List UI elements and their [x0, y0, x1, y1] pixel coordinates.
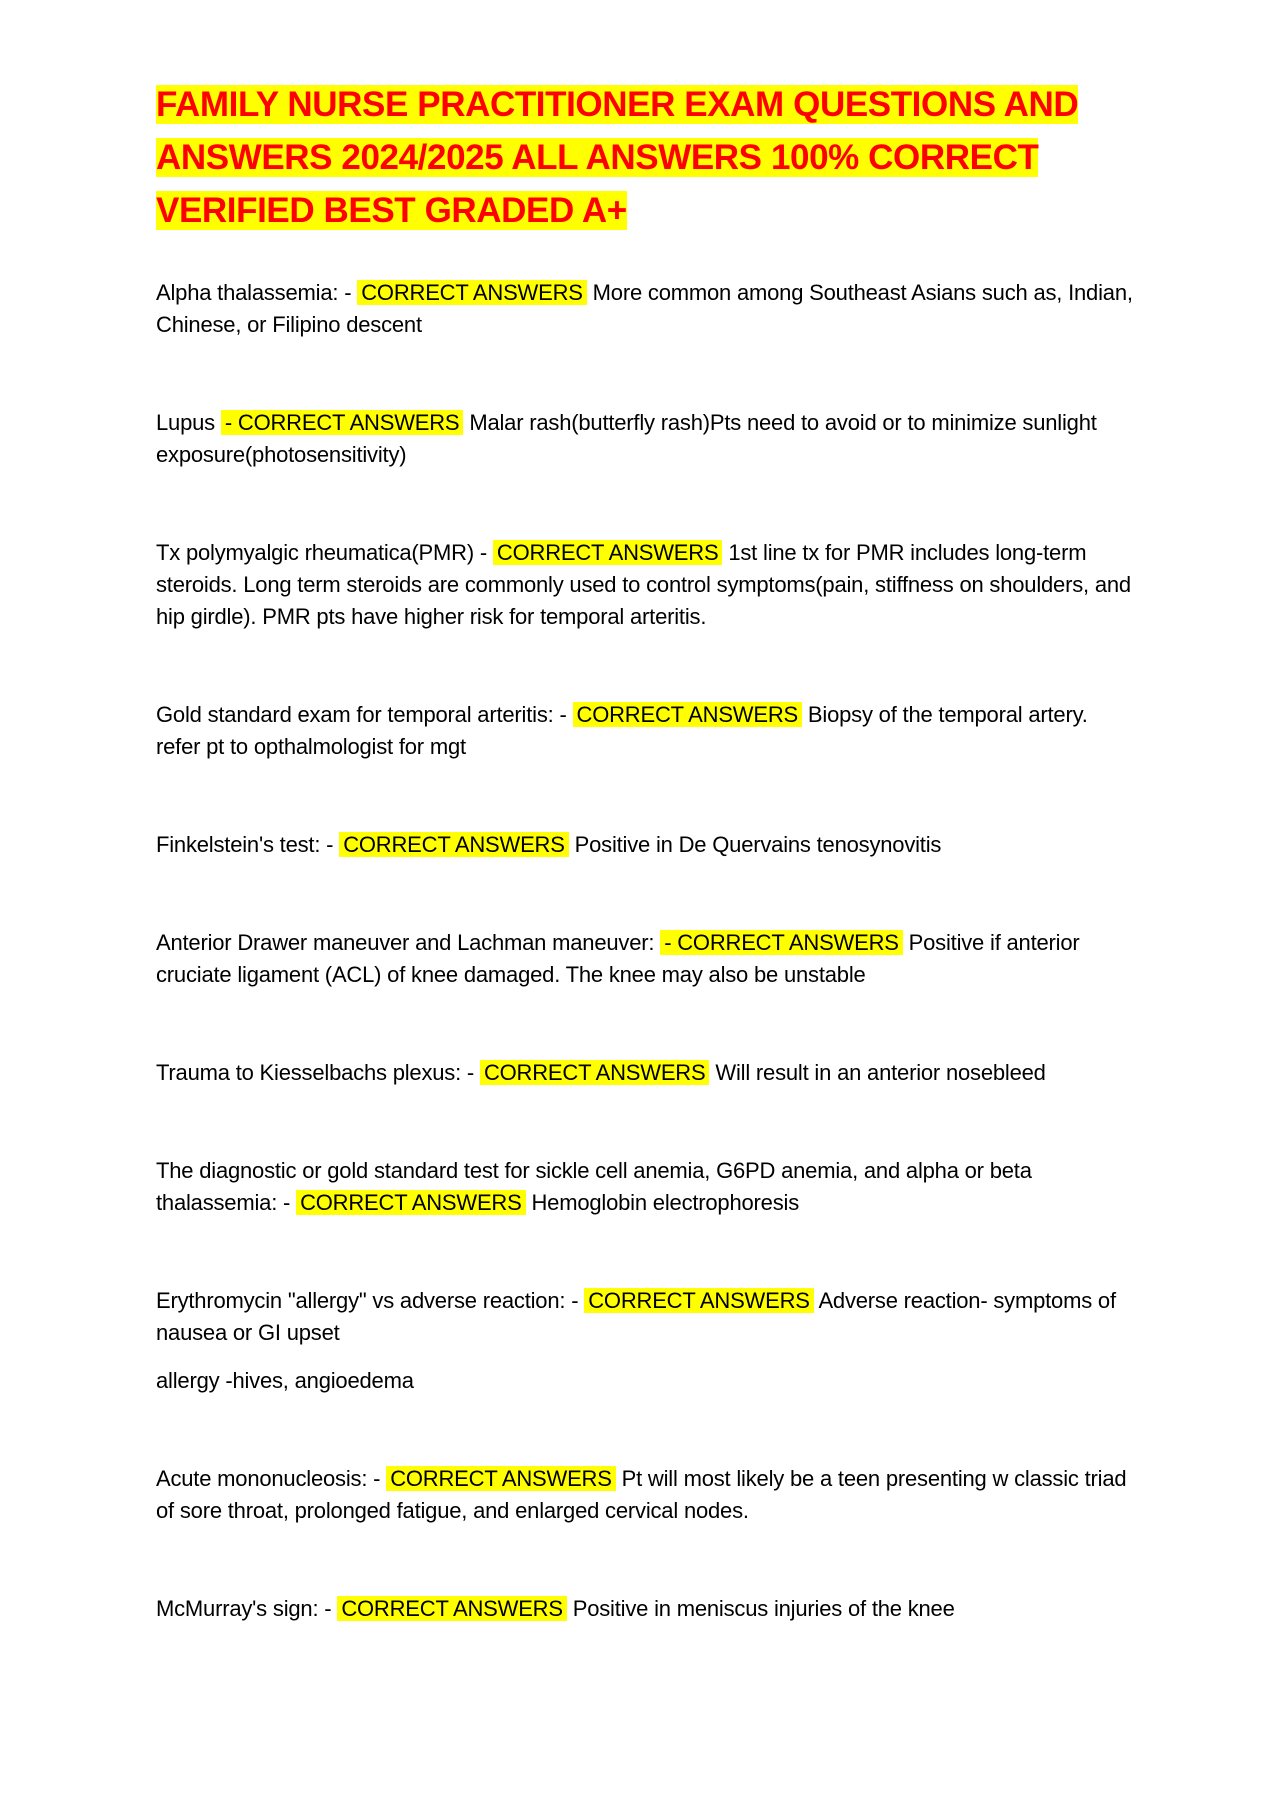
qa-question: Gold standard exam for temporal arteritis: - [156, 702, 573, 727]
qa-answer: Pt will most likely be a teen presenting w classic triad of sore throat, prolonged fatigue, and enlarged cervical nodes. [156, 1466, 1127, 1523]
qa-item [156, 537, 1136, 633]
correct-answers-highlight: CORRECT ANSWERS [573, 702, 803, 727]
qa-answer: Positive if anterior cruciate ligament (ACL) of knee damaged. The knee may also be unstable [156, 930, 1080, 987]
correct-answers-highlight: CORRECT ANSWERS [493, 540, 723, 565]
qa-item [156, 699, 1136, 763]
qa-answer: Hemoglobin electrophoresis [525, 1190, 799, 1215]
qa-answer: Adverse reaction- symptoms of nausea or GI upset [156, 1288, 1116, 1345]
qa-item [156, 1155, 1136, 1219]
correct-answers-highlight: CORRECT ANSWERS [480, 1060, 710, 1085]
qa-question: McMurray's sign: - [156, 1596, 338, 1621]
document-title-text: FAMILY NURSE PRACTITIONER EXAM QUESTIONS AND ANSWERS 2024/2025 ALL ANSWERS 100% CORRECT VERIFIED BEST GRADED A+ [156, 85, 1079, 230]
qa-item [156, 1057, 1136, 1089]
qa-item [156, 829, 1136, 861]
qa-question: The diagnostic or gold standard test for sickle cell anemia, G6PD anemia, and alpha or beta thalassemia: - [156, 1158, 1032, 1215]
qa-item [156, 927, 1136, 991]
correct-answers-highlight: CORRECT ANSWERS [357, 280, 587, 305]
qa-item [156, 1593, 1136, 1625]
qa-answer: Positive in meniscus injuries of the knee [566, 1596, 955, 1621]
qa-item [156, 1285, 1136, 1349]
qa-question: Finkelstein's test: - [156, 832, 340, 857]
correct-answers-highlight: CORRECT ANSWERS [386, 1466, 616, 1491]
qa-item [156, 277, 1136, 341]
qa-list [156, 277, 1136, 1625]
qa-extra-line: allergy -hives, angioedema [156, 1368, 414, 1393]
qa-item [156, 407, 1136, 471]
qa-answer: Biopsy of the temporal artery. refer pt to opthalmologist for mgt [156, 702, 1088, 759]
qa-answer: 1st line tx for PMR includes long-term steroids. Long term steroids are commonly used to control symptoms(pain, stiffness on shoulders, and hip girdle). PMR pts have higher risk for temporal arteritis. [156, 540, 1131, 629]
qa-answer: Malar rash(butterfly rash)Pts need to avoid or to minimize sunlight exposure(photosensitivity) [156, 410, 1097, 467]
qa-question: Anterior Drawer maneuver and Lachman maneuver: [156, 930, 661, 955]
correct-answers-highlight: CORRECT ANSWERS [337, 1596, 567, 1621]
qa-question: Acute mononucleosis: - [156, 1466, 387, 1491]
correct-answers-highlight: CORRECT ANSWERS [296, 1190, 526, 1215]
qa-answer: Will result in an anterior nosebleed [709, 1060, 1046, 1085]
qa-question: Lupus [156, 410, 221, 435]
document-title [156, 78, 1136, 237]
qa-question: Trauma to Kiesselbachs plexus: - [156, 1060, 480, 1085]
correct-answers-highlight: CORRECT ANSWERS [584, 1288, 814, 1313]
qa-question: Tx polymyalgic rheumatica(PMR) - [156, 540, 493, 565]
document-page [156, 78, 1136, 1691]
correct-answers-highlight: - CORRECT ANSWERS [660, 930, 903, 955]
qa-question: Alpha thalassemia: - [156, 280, 358, 305]
qa-answer: Positive in De Quervains tenosynovitis [568, 832, 942, 857]
correct-answers-highlight: - CORRECT ANSWERS [221, 410, 464, 435]
correct-answers-highlight: CORRECT ANSWERS [339, 832, 569, 857]
qa-item [156, 1463, 1136, 1527]
qa-answer: More common among Southeast Asians such as, Indian, Chinese, or Filipino descent [156, 280, 1133, 337]
qa-question: Erythromycin "allergy" vs adverse reaction: - [156, 1288, 585, 1313]
